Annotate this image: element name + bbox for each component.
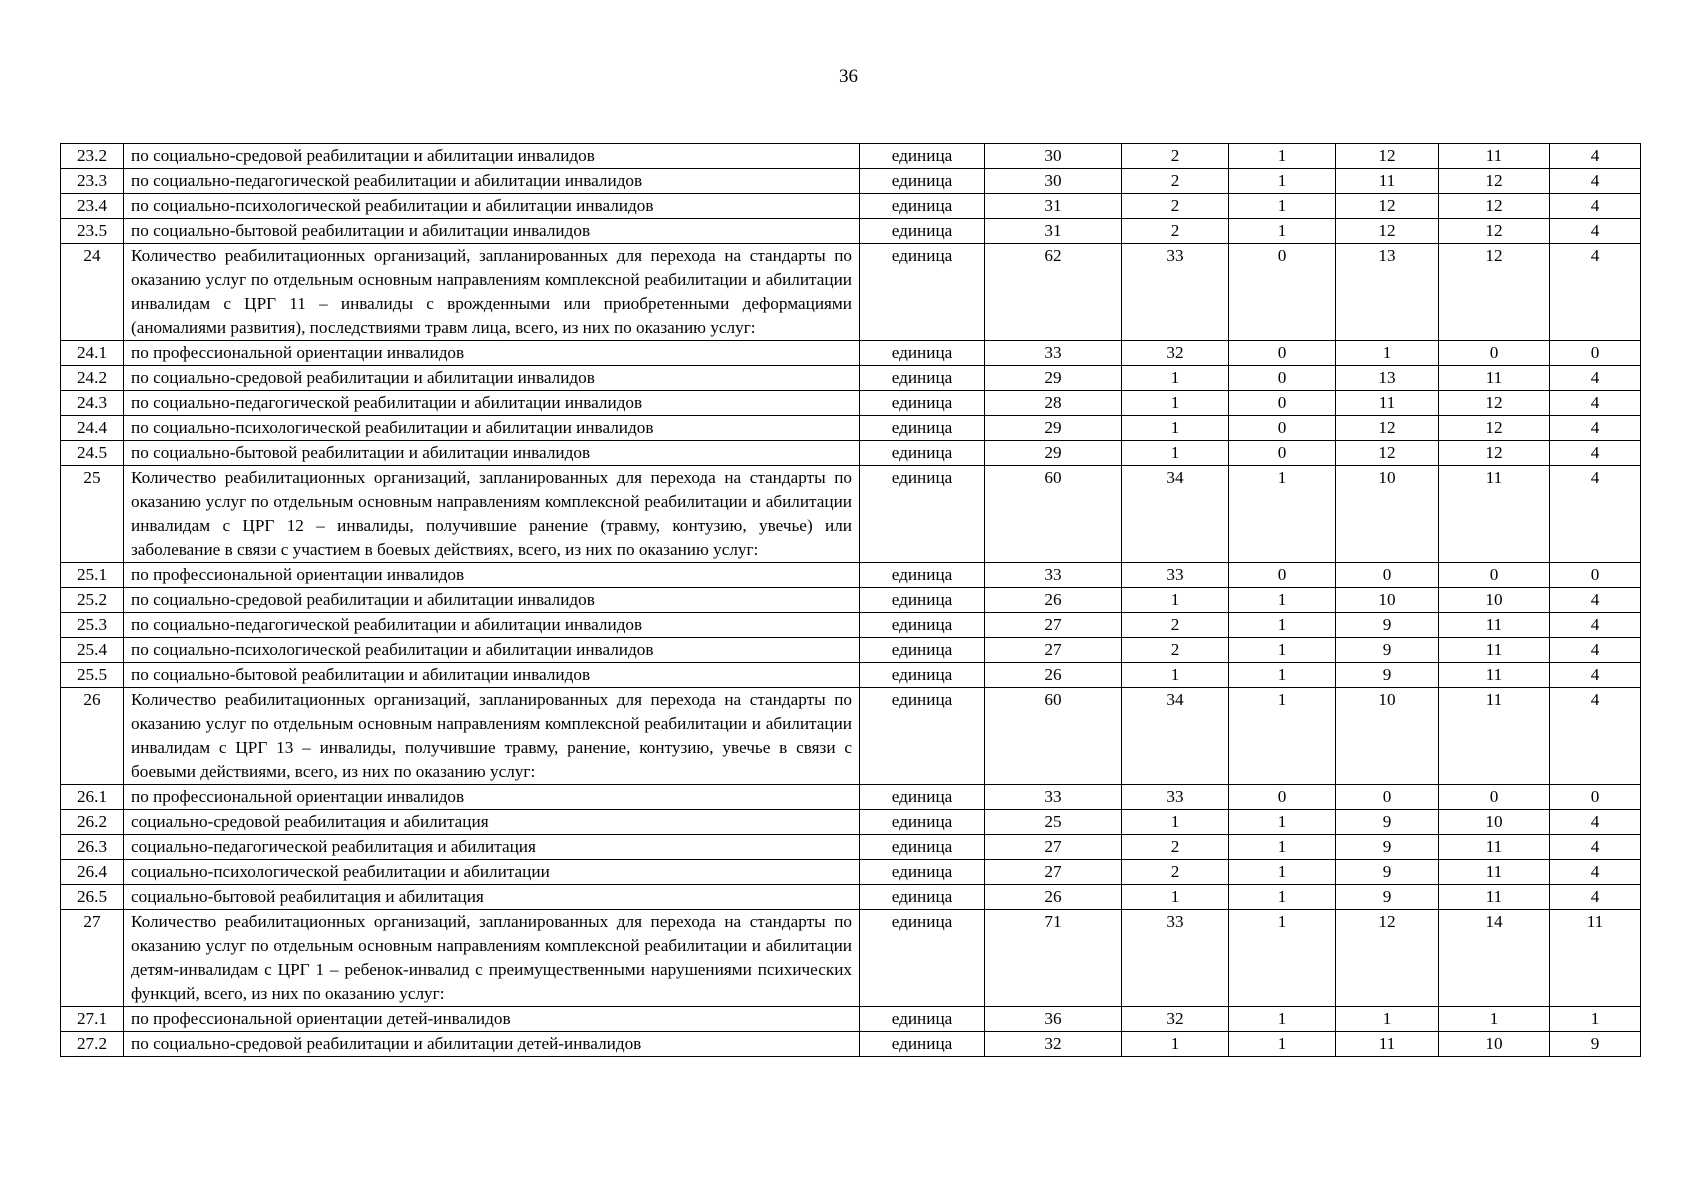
indicator-name: по социально-бытовой реабилитации и абилитации инвалидов bbox=[124, 663, 860, 688]
row-number: 24.1 bbox=[61, 341, 124, 366]
value-cell: 33 bbox=[985, 341, 1122, 366]
row-number: 27.2 bbox=[61, 1032, 124, 1057]
value-cell: 4 bbox=[1550, 194, 1641, 219]
value-cell: 0 bbox=[1439, 563, 1550, 588]
row-number: 26.3 bbox=[61, 835, 124, 860]
row-number: 24 bbox=[61, 244, 124, 341]
value-cell: 4 bbox=[1550, 588, 1641, 613]
value-cell: 0 bbox=[1229, 441, 1336, 466]
unit-cell: единица bbox=[860, 1032, 985, 1057]
value-cell: 0 bbox=[1439, 785, 1550, 810]
unit-cell: единица bbox=[860, 835, 985, 860]
table-row bbox=[61, 441, 1641, 466]
value-cell: 1 bbox=[1229, 910, 1336, 1007]
unit-cell: единица bbox=[860, 416, 985, 441]
table-row bbox=[61, 169, 1641, 194]
indicator-name: по профессиональной ориентации инвалидов bbox=[124, 563, 860, 588]
value-cell: 2 bbox=[1122, 638, 1229, 663]
value-cell: 0 bbox=[1550, 785, 1641, 810]
value-cell: 11 bbox=[1439, 613, 1550, 638]
indicator-name: по социально-средовой реабилитации и абилитации инвалидов bbox=[124, 366, 860, 391]
table-row bbox=[61, 416, 1641, 441]
value-cell: 1 bbox=[1229, 638, 1336, 663]
table-row bbox=[61, 244, 1641, 341]
value-cell: 0 bbox=[1229, 563, 1336, 588]
value-cell: 12 bbox=[1336, 144, 1439, 169]
value-cell: 1 bbox=[1229, 194, 1336, 219]
value-cell: 11 bbox=[1439, 638, 1550, 663]
value-cell: 4 bbox=[1550, 219, 1641, 244]
indicator-name: Количество реабилитационных организаций, запланированных для перехода на стандарты по оказанию услуг по отдельным основным направлениям комплексной реабилитации и абилитации детям-инвалидам с ЦРГ 1 – ребенок-инвалид с преимущественными нарушениями психических функций, всего, из них по оказанию услуг: bbox=[124, 910, 860, 1007]
value-cell: 0 bbox=[1229, 341, 1336, 366]
table-row bbox=[61, 835, 1641, 860]
value-cell: 11 bbox=[1439, 688, 1550, 785]
value-cell: 0 bbox=[1336, 785, 1439, 810]
table-row bbox=[61, 663, 1641, 688]
row-number: 23.5 bbox=[61, 219, 124, 244]
row-number: 25.5 bbox=[61, 663, 124, 688]
unit-cell: единица bbox=[860, 341, 985, 366]
value-cell: 4 bbox=[1550, 391, 1641, 416]
indicator-name: по профессиональной ориентации инвалидов bbox=[124, 341, 860, 366]
value-cell: 1 bbox=[1229, 860, 1336, 885]
value-cell: 12 bbox=[1439, 244, 1550, 341]
value-cell: 1 bbox=[1229, 835, 1336, 860]
value-cell: 4 bbox=[1550, 835, 1641, 860]
value-cell: 1 bbox=[1229, 1007, 1336, 1032]
indicator-name: по социально-средовой реабилитации и абилитации детей-инвалидов bbox=[124, 1032, 860, 1057]
value-cell: 1 bbox=[1229, 466, 1336, 563]
value-cell: 62 bbox=[985, 244, 1122, 341]
indicator-name: по социально-средовой реабилитации и абилитации инвалидов bbox=[124, 588, 860, 613]
value-cell: 0 bbox=[1229, 391, 1336, 416]
value-cell: 1 bbox=[1229, 144, 1336, 169]
value-cell: 31 bbox=[985, 219, 1122, 244]
value-cell: 12 bbox=[1336, 219, 1439, 244]
row-number: 25 bbox=[61, 466, 124, 563]
value-cell: 4 bbox=[1550, 638, 1641, 663]
unit-cell: единица bbox=[860, 1007, 985, 1032]
indicator-name: по социально-средовой реабилитации и абилитации инвалидов bbox=[124, 144, 860, 169]
unit-cell: единица bbox=[860, 366, 985, 391]
table-row bbox=[61, 613, 1641, 638]
value-cell: 12 bbox=[1336, 441, 1439, 466]
value-cell: 26 bbox=[985, 588, 1122, 613]
value-cell: 1 bbox=[1122, 810, 1229, 835]
value-cell: 33 bbox=[985, 563, 1122, 588]
unit-cell: единица bbox=[860, 688, 985, 785]
value-cell: 27 bbox=[985, 835, 1122, 860]
value-cell: 27 bbox=[985, 638, 1122, 663]
value-cell: 29 bbox=[985, 441, 1122, 466]
table-row bbox=[61, 1007, 1641, 1032]
value-cell: 11 bbox=[1439, 885, 1550, 910]
value-cell: 1 bbox=[1229, 219, 1336, 244]
indicator-name: Количество реабилитационных организаций, запланированных для перехода на стандарты по оказанию услуг по отдельным основным направлениям комплексной реабилитации и абилитации инвалидам с ЦРГ 13 – инвалиды, получившие травму, ранение, контузию, увечье в связи с боевыми действиями, всего, из них по оказанию услуг: bbox=[124, 688, 860, 785]
unit-cell: единица bbox=[860, 885, 985, 910]
value-cell: 4 bbox=[1550, 144, 1641, 169]
unit-cell: единица bbox=[860, 810, 985, 835]
unit-cell: единица bbox=[860, 194, 985, 219]
value-cell: 33 bbox=[1122, 910, 1229, 1007]
table-row bbox=[61, 810, 1641, 835]
value-cell: 11 bbox=[1550, 910, 1641, 1007]
row-number: 23.3 bbox=[61, 169, 124, 194]
value-cell: 9 bbox=[1336, 860, 1439, 885]
table-row bbox=[61, 638, 1641, 663]
indicator-name: по социально-психологической реабилитации и абилитации инвалидов bbox=[124, 638, 860, 663]
value-cell: 4 bbox=[1550, 441, 1641, 466]
value-cell: 60 bbox=[985, 466, 1122, 563]
value-cell: 12 bbox=[1439, 391, 1550, 416]
row-number: 24.2 bbox=[61, 366, 124, 391]
value-cell: 1 bbox=[1229, 885, 1336, 910]
indicator-name: по профессиональной ориентации детей-инвалидов bbox=[124, 1007, 860, 1032]
value-cell: 1 bbox=[1229, 1032, 1336, 1057]
value-cell: 11 bbox=[1439, 663, 1550, 688]
value-cell: 12 bbox=[1336, 910, 1439, 1007]
value-cell: 11 bbox=[1336, 169, 1439, 194]
value-cell: 0 bbox=[1229, 244, 1336, 341]
indicator-name: по профессиональной ориентации инвалидов bbox=[124, 785, 860, 810]
value-cell: 0 bbox=[1439, 341, 1550, 366]
row-number: 24.3 bbox=[61, 391, 124, 416]
value-cell: 34 bbox=[1122, 688, 1229, 785]
row-number: 24.4 bbox=[61, 416, 124, 441]
value-cell: 4 bbox=[1550, 366, 1641, 391]
value-cell: 33 bbox=[1122, 563, 1229, 588]
value-cell: 10 bbox=[1336, 466, 1439, 563]
value-cell: 12 bbox=[1336, 194, 1439, 219]
value-cell: 1 bbox=[1122, 588, 1229, 613]
value-cell: 4 bbox=[1550, 885, 1641, 910]
value-cell: 4 bbox=[1550, 688, 1641, 785]
table-row bbox=[61, 910, 1641, 1007]
value-cell: 32 bbox=[985, 1032, 1122, 1057]
indicator-table bbox=[60, 143, 1641, 1057]
value-cell: 4 bbox=[1550, 613, 1641, 638]
value-cell: 1 bbox=[1229, 810, 1336, 835]
value-cell: 1 bbox=[1550, 1007, 1641, 1032]
unit-cell: единица bbox=[860, 441, 985, 466]
value-cell: 1 bbox=[1122, 366, 1229, 391]
value-cell: 4 bbox=[1550, 663, 1641, 688]
unit-cell: единица bbox=[860, 391, 985, 416]
table-row bbox=[61, 366, 1641, 391]
value-cell: 36 bbox=[985, 1007, 1122, 1032]
value-cell: 12 bbox=[1439, 441, 1550, 466]
table-row bbox=[61, 860, 1641, 885]
value-cell: 11 bbox=[1336, 1032, 1439, 1057]
value-cell: 30 bbox=[985, 169, 1122, 194]
indicator-name: по социально-бытовой реабилитации и абилитации инвалидов bbox=[124, 219, 860, 244]
table-row bbox=[61, 144, 1641, 169]
value-cell: 9 bbox=[1336, 835, 1439, 860]
value-cell: 1 bbox=[1122, 416, 1229, 441]
table-row bbox=[61, 391, 1641, 416]
value-cell: 12 bbox=[1439, 219, 1550, 244]
value-cell: 12 bbox=[1336, 416, 1439, 441]
value-cell: 11 bbox=[1439, 144, 1550, 169]
value-cell: 10 bbox=[1439, 1032, 1550, 1057]
row-number: 26.5 bbox=[61, 885, 124, 910]
value-cell: 1 bbox=[1229, 588, 1336, 613]
table-row bbox=[61, 194, 1641, 219]
value-cell: 4 bbox=[1550, 416, 1641, 441]
value-cell: 60 bbox=[985, 688, 1122, 785]
value-cell: 9 bbox=[1336, 638, 1439, 663]
table-row bbox=[61, 1032, 1641, 1057]
value-cell: 26 bbox=[985, 885, 1122, 910]
value-cell: 1 bbox=[1122, 391, 1229, 416]
row-number: 26.1 bbox=[61, 785, 124, 810]
value-cell: 12 bbox=[1439, 169, 1550, 194]
row-number: 26.2 bbox=[61, 810, 124, 835]
value-cell: 27 bbox=[985, 860, 1122, 885]
value-cell: 14 bbox=[1439, 910, 1550, 1007]
value-cell: 4 bbox=[1550, 169, 1641, 194]
row-number: 25.3 bbox=[61, 613, 124, 638]
table-row bbox=[61, 466, 1641, 563]
value-cell: 0 bbox=[1550, 563, 1641, 588]
table-body bbox=[61, 144, 1641, 1057]
value-cell: 13 bbox=[1336, 244, 1439, 341]
unit-cell: единица bbox=[860, 244, 985, 341]
value-cell: 10 bbox=[1439, 588, 1550, 613]
value-cell: 4 bbox=[1550, 860, 1641, 885]
row-number: 23.4 bbox=[61, 194, 124, 219]
indicator-name: Количество реабилитационных организаций, запланированных для перехода на стандарты по оказанию услуг по отдельным основным направлениям комплексной реабилитации и абилитации инвалидам с ЦРГ 12 – инвалиды, получившие ранение (травму, контузию, увечье) или заболевание в связи с участием в боевых действиях, всего, из них по оказанию услуг: bbox=[124, 466, 860, 563]
value-cell: 0 bbox=[1550, 341, 1641, 366]
value-cell: 33 bbox=[1122, 244, 1229, 341]
value-cell: 0 bbox=[1336, 563, 1439, 588]
indicator-name: социально-средовой реабилитация и абилитация bbox=[124, 810, 860, 835]
value-cell: 1 bbox=[1122, 441, 1229, 466]
value-cell: 11 bbox=[1439, 860, 1550, 885]
value-cell: 1 bbox=[1439, 1007, 1550, 1032]
value-cell: 2 bbox=[1122, 860, 1229, 885]
value-cell: 30 bbox=[985, 144, 1122, 169]
value-cell: 32 bbox=[1122, 1007, 1229, 1032]
indicator-name: социально-психологической реабилитации и абилитации bbox=[124, 860, 860, 885]
value-cell: 10 bbox=[1336, 588, 1439, 613]
indicator-name: по социально-бытовой реабилитации и абилитации инвалидов bbox=[124, 441, 860, 466]
value-cell: 2 bbox=[1122, 613, 1229, 638]
table-row bbox=[61, 885, 1641, 910]
value-cell: 10 bbox=[1336, 688, 1439, 785]
row-number: 26.4 bbox=[61, 860, 124, 885]
unit-cell: единица bbox=[860, 860, 985, 885]
unit-cell: единица bbox=[860, 588, 985, 613]
value-cell: 25 bbox=[985, 810, 1122, 835]
unit-cell: единица bbox=[860, 169, 985, 194]
value-cell: 4 bbox=[1550, 244, 1641, 341]
row-number: 27 bbox=[61, 910, 124, 1007]
table-row bbox=[61, 219, 1641, 244]
row-number: 25.1 bbox=[61, 563, 124, 588]
table-row bbox=[61, 688, 1641, 785]
page-number: 36 bbox=[839, 66, 858, 87]
value-cell: 11 bbox=[1336, 391, 1439, 416]
value-cell: 71 bbox=[985, 910, 1122, 1007]
value-cell: 31 bbox=[985, 194, 1122, 219]
row-number: 26 bbox=[61, 688, 124, 785]
value-cell: 2 bbox=[1122, 169, 1229, 194]
unit-cell: единица bbox=[860, 638, 985, 663]
value-cell: 1 bbox=[1229, 613, 1336, 638]
value-cell: 1 bbox=[1336, 341, 1439, 366]
value-cell: 1 bbox=[1122, 1032, 1229, 1057]
value-cell: 1 bbox=[1229, 663, 1336, 688]
value-cell: 13 bbox=[1336, 366, 1439, 391]
table-row bbox=[61, 588, 1641, 613]
row-number: 25.4 bbox=[61, 638, 124, 663]
value-cell: 10 bbox=[1439, 810, 1550, 835]
value-cell: 1 bbox=[1336, 1007, 1439, 1032]
value-cell: 12 bbox=[1439, 416, 1550, 441]
value-cell: 2 bbox=[1122, 219, 1229, 244]
value-cell: 34 bbox=[1122, 466, 1229, 563]
value-cell: 11 bbox=[1439, 835, 1550, 860]
value-cell: 11 bbox=[1439, 366, 1550, 391]
value-cell: 0 bbox=[1229, 785, 1336, 810]
value-cell: 9 bbox=[1336, 613, 1439, 638]
unit-cell: единица bbox=[860, 219, 985, 244]
value-cell: 2 bbox=[1122, 194, 1229, 219]
value-cell: 1 bbox=[1122, 885, 1229, 910]
unit-cell: единица bbox=[860, 785, 985, 810]
indicator-name: по социально-психологической реабилитации и абилитации инвалидов bbox=[124, 194, 860, 219]
value-cell: 2 bbox=[1122, 144, 1229, 169]
value-cell: 1 bbox=[1122, 663, 1229, 688]
value-cell: 4 bbox=[1550, 466, 1641, 563]
unit-cell: единица bbox=[860, 144, 985, 169]
row-number: 24.5 bbox=[61, 441, 124, 466]
indicator-name: социально-педагогической реабилитация и абилитация bbox=[124, 835, 860, 860]
indicator-name: по социально-педагогической реабилитации и абилитации инвалидов bbox=[124, 391, 860, 416]
value-cell: 2 bbox=[1122, 835, 1229, 860]
indicator-name: по социально-педагогической реабилитации и абилитации инвалидов bbox=[124, 613, 860, 638]
value-cell: 28 bbox=[985, 391, 1122, 416]
table-row bbox=[61, 785, 1641, 810]
value-cell: 11 bbox=[1439, 466, 1550, 563]
value-cell: 1 bbox=[1229, 169, 1336, 194]
value-cell: 27 bbox=[985, 613, 1122, 638]
value-cell: 1 bbox=[1229, 688, 1336, 785]
value-cell: 0 bbox=[1229, 366, 1336, 391]
row-number: 27.1 bbox=[61, 1007, 124, 1032]
value-cell: 9 bbox=[1336, 810, 1439, 835]
row-number: 23.2 bbox=[61, 144, 124, 169]
value-cell: 9 bbox=[1550, 1032, 1641, 1057]
value-cell: 32 bbox=[1122, 341, 1229, 366]
unit-cell: единица bbox=[860, 613, 985, 638]
value-cell: 0 bbox=[1229, 416, 1336, 441]
indicator-name: социально-бытовой реабилитация и абилитация bbox=[124, 885, 860, 910]
unit-cell: единица bbox=[860, 910, 985, 1007]
value-cell: 12 bbox=[1439, 194, 1550, 219]
indicator-name: по социально-педагогической реабилитации и абилитации инвалидов bbox=[124, 169, 860, 194]
value-cell: 4 bbox=[1550, 810, 1641, 835]
value-cell: 26 bbox=[985, 663, 1122, 688]
value-cell: 9 bbox=[1336, 663, 1439, 688]
table-row bbox=[61, 563, 1641, 588]
value-cell: 9 bbox=[1336, 885, 1439, 910]
indicator-name: Количество реабилитационных организаций, запланированных для перехода на стандарты по оказанию услуг по отдельным основным направлениям комплексной реабилитации и абилитации инвалидам с ЦРГ 11 – инвалиды с врожденными или приобретенными деформациями (аномалиями развития), последствиями травм лица, всего, из них по оказанию услуг: bbox=[124, 244, 860, 341]
value-cell: 29 bbox=[985, 416, 1122, 441]
unit-cell: единица bbox=[860, 563, 985, 588]
value-cell: 33 bbox=[985, 785, 1122, 810]
table-row bbox=[61, 341, 1641, 366]
indicator-name: по социально-психологической реабилитации и абилитации инвалидов bbox=[124, 416, 860, 441]
value-cell: 33 bbox=[1122, 785, 1229, 810]
unit-cell: единица bbox=[860, 466, 985, 563]
row-number: 25.2 bbox=[61, 588, 124, 613]
unit-cell: единица bbox=[860, 663, 985, 688]
value-cell: 29 bbox=[985, 366, 1122, 391]
